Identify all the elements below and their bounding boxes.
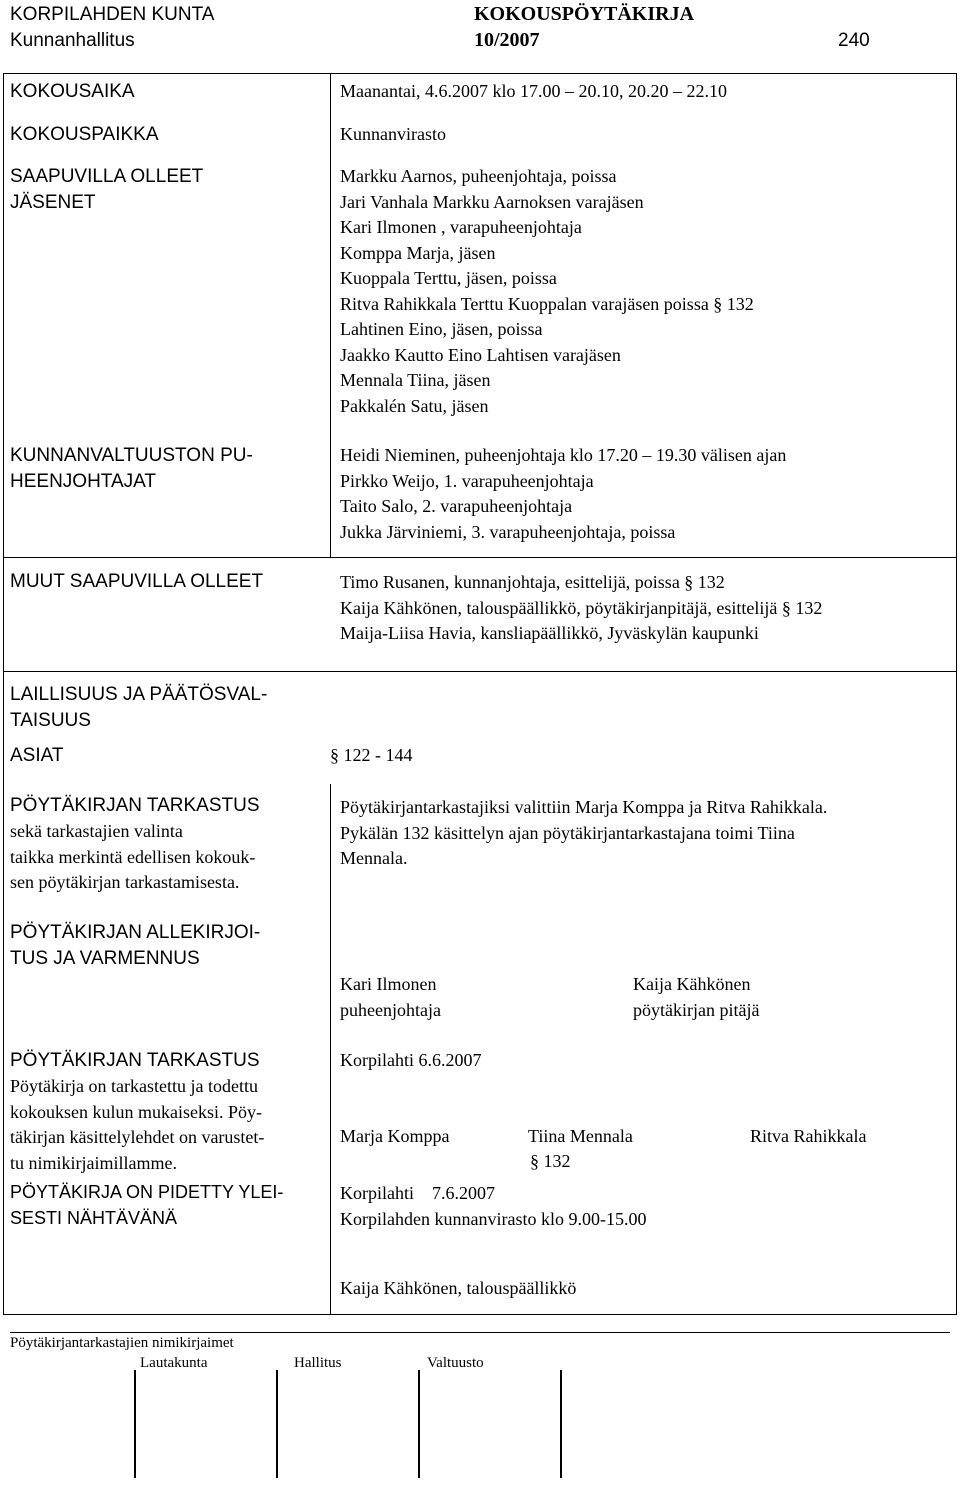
public-label-line: PÖYTÄKIRJA ON PIDETTY YLEI-: [10, 1182, 284, 1202]
members-label-line: SAAPUVILLA OLLEET: [10, 166, 204, 187]
desc-line: kokouksen kulun mukaiseksi. Pöy-: [10, 1101, 262, 1122]
signature-label-line: TUS JA VARMENNUS: [10, 947, 200, 969]
desc-line: täkirjan käsittelylehdet on varustet-: [10, 1127, 265, 1147]
table-bottom-border: [3, 1314, 957, 1315]
table-left-border: [3, 73, 4, 1315]
list-item: Mennala Tiina, jäsen: [340, 370, 491, 390]
desc-line: sen pöytäkirjan tarkastamisesta.: [10, 872, 240, 892]
council-chairs-label-line: KUNNANVALTUUSTON PU-: [10, 445, 253, 466]
list-item: Maija-Liisa Havia, kansliapäällikkö, Jyväskylän kaupunki: [340, 623, 759, 643]
table-column-divider-bottom: [330, 784, 331, 1315]
footer-divider: [276, 1370, 278, 1478]
public-place-date: Korpilahti 7.6.2007: [340, 1183, 495, 1203]
others-label: MUUT SAAPUVILLA OLLEET: [10, 571, 264, 592]
footer-title: Pöytäkirjantarkastajien nimikirjaimet: [10, 1335, 234, 1351]
chair-name: Kari Ilmonen: [340, 974, 437, 994]
chair-signature: [340, 972, 441, 1023]
review-desc: [10, 1074, 264, 1176]
review-place-date: Korpilahti 6.6.2007: [340, 1050, 482, 1070]
list-item: Ritva Rahikkala Terttu Kuoppalan varajäsen poissa § 132: [340, 293, 754, 314]
signature-label: [10, 920, 260, 971]
list-item: Jukka Järviniemi, 3. varapuheenjohtaja, poissa: [340, 521, 676, 542]
desc-line: sekä tarkastajien valinta: [10, 821, 183, 841]
list-item: Kuoppala Terttu, jäsen, poissa: [340, 268, 557, 288]
review-selection-label: PÖYTÄKIRJAN TARKASTUS: [10, 795, 260, 816]
list-item: Kaija Kähkönen, talouspäällikkö, pöytäkirjanpitäjä, esittelijä § 132: [340, 597, 823, 618]
members-label-line: JÄSENET: [10, 191, 96, 213]
council-chairs-label-line: HEENJOHTAJAT: [10, 470, 157, 492]
footer-divider: [418, 1370, 420, 1478]
legality-label: [10, 682, 267, 733]
members-list: [340, 164, 754, 419]
secretary-name: Kaija Kähkönen: [633, 974, 751, 994]
list-item: Lahtinen Eino, jäsen, poissa: [340, 319, 543, 339]
legality-label-line: LAILLISUUS JA PÄÄTÖSVAL-: [10, 684, 268, 705]
reviewer-2: Tiina Mennala: [528, 1126, 633, 1146]
public-where: Korpilahden kunnanvirasto klo 9.00-15.00: [340, 1208, 647, 1229]
legality-label-line: TAISUUS: [10, 709, 91, 731]
text-line: Pöytäkirjantarkastajiksi valittiin Marja Komppa ja Ritva Rahikkala.: [340, 797, 828, 817]
items-label: ASIAT: [10, 745, 64, 766]
list-item: Timo Rusanen, kunnanjohtaja, esittelijä, poissa § 132: [340, 572, 725, 592]
table-top-border: [3, 73, 957, 74]
list-item: Jaakko Kautto Eino Lahtisen varajäsen: [340, 344, 621, 365]
signature-label-line: PÖYTÄKIRJAN ALLEKIRJOI-: [10, 922, 261, 943]
list-item: Komppa Marja, jäsen: [340, 242, 496, 263]
review-selection-text: [340, 795, 827, 872]
table-column-divider-top: [330, 73, 331, 557]
chair-role: puheenjohtaja: [340, 999, 441, 1020]
desc-line: tu nimikirjaimillamme.: [10, 1152, 177, 1173]
council-chairs-list: [340, 443, 786, 545]
document-type: KOKOUSPÖYTÄKIRJA: [474, 3, 695, 25]
meeting-place-label: KOKOUSPAIKKA: [10, 124, 159, 145]
list-item: Markku Aarnos, puheenjohtaja, poissa: [340, 166, 617, 186]
desc-line: taikka merkintä edellisen kokouk-: [10, 846, 256, 867]
footer-col-hallitus: Hallitus: [294, 1355, 342, 1371]
list-item: Jari Vanhala Markku Aarnoksen varajäsen: [340, 191, 644, 212]
meeting-time-label: KOKOUSAIKA: [10, 81, 135, 102]
footer-divider: [134, 1370, 136, 1478]
members-label: [10, 164, 203, 215]
list-item: Pirkko Weijo, 1. varapuheenjohtaja: [340, 470, 594, 491]
page-number: 240: [838, 30, 870, 51]
footer-rule: [10, 1332, 950, 1333]
public-signer: Kaija Kähkönen, talouspäällikkö: [340, 1278, 577, 1298]
footer-col-lautakunta: Lautakunta: [140, 1355, 208, 1371]
secretary-signature: [633, 972, 759, 1023]
reviewer-2-note: § 132: [530, 1151, 571, 1171]
public-label-line: SESTI NÄHTÄVÄNÄ: [10, 1207, 178, 1228]
footer-divider: [560, 1370, 562, 1478]
secretary-role: pöytäkirjan pitäjä: [633, 999, 760, 1020]
list-item: Kari Ilmonen , varapuheenjohtaja: [340, 217, 582, 237]
list-item: Heidi Nieminen, puheenjohtaja klo 17.20 – 19.30 välisen ajan: [340, 445, 787, 465]
meeting-place-value: Kunnanvirasto: [340, 124, 446, 144]
row-divider-2: [3, 671, 957, 672]
footer-col-valtuusto: Valtuusto: [427, 1355, 484, 1371]
municipality-name: KORPILAHDEN KUNTA: [10, 4, 215, 25]
reviewer-3: Ritva Rahikkala: [750, 1126, 867, 1146]
reviewer-1: Marja Komppa: [340, 1126, 450, 1146]
table-right-border: [956, 73, 957, 1315]
public-label: [10, 1180, 283, 1231]
row-divider-1: [3, 557, 957, 558]
items-value: § 122 - 144: [330, 745, 413, 765]
body-name: Kunnanhallitus: [10, 30, 135, 51]
list-item: Taito Salo, 2. varapuheenjohtaja: [340, 496, 573, 516]
meeting-number: 10/2007: [474, 29, 540, 51]
public-details: [340, 1181, 646, 1232]
others-list: [340, 570, 822, 647]
text-line: Pykälän 132 käsittelyn ajan pöytäkirjantarkastajana toimi Tiina: [340, 822, 795, 843]
council-chairs-label: [10, 443, 253, 494]
meeting-time-value: Maanantai, 4.6.2007 klo 17.00 – 20.10, 20.20 – 22.10: [340, 81, 727, 101]
desc-line: Pöytäkirja on tarkastettu ja todettu: [10, 1076, 258, 1096]
text-line: Mennala.: [340, 848, 408, 868]
review-label: PÖYTÄKIRJAN TARKASTUS: [10, 1050, 260, 1071]
list-item: Pakkalén Satu, jäsen: [340, 395, 489, 416]
review-selection-desc: [10, 819, 255, 896]
